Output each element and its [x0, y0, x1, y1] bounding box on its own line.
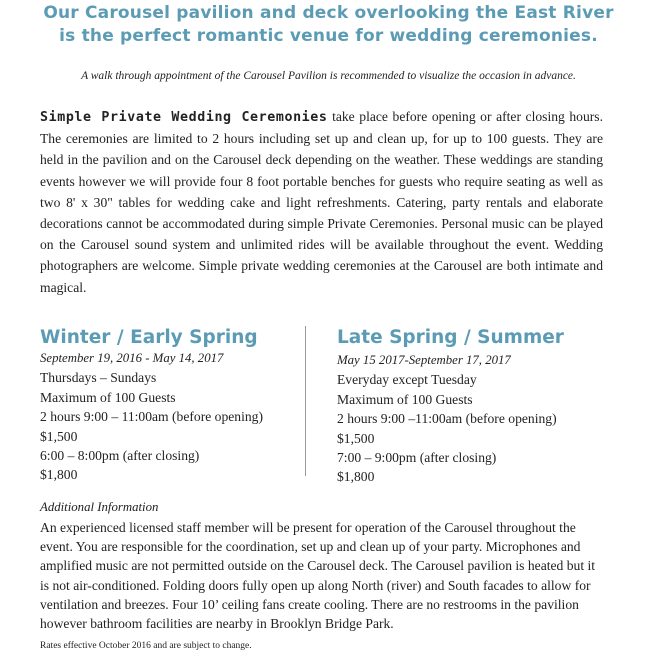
intro-body: take place before opening or after closing hours. The ceremonies are limited to 2 hours including set up and clean up, for up to 100 guests. They are held in the pavilion and on the Carousel deck depending on the weather. These weddings are standing events however we will provide four 8 foot portable benches for guests who require seating as well as two 8' x 30" tables for wedding cake and light refreshments. Catering, party rentals and elaborate decorations cannot be accommodated during simple Private Ceremonies. Personal music can be played on the Carousel sound system and unlimited rides will be available throughout the event. Wedding photographers are welcome. Simple private wedding ceremonies at the Carousel are both intimate and magical.: [40, 109, 603, 295]
winter-evening-price: $1,800: [40, 467, 78, 483]
winter-dates: September 19, 2016 - May 14, 2017: [40, 351, 224, 365]
summer-evening-slot: 7:00 – 9:00pm (after closing): [337, 450, 497, 466]
additional-info-heading: Additional Information: [40, 500, 159, 514]
winter-capacity: Maximum of 100 Guests: [40, 389, 176, 405]
winter-title: Winter / Early Spring: [40, 327, 258, 348]
winter-evening-slot: 6:00 – 8:00pm (after closing): [40, 448, 200, 464]
summer-morning-slot: 2 hours 9:00 –11:00am (before opening): [337, 411, 557, 427]
winter-morning-price: $1,500: [40, 428, 78, 444]
summer-capacity: Maximum of 100 Guests: [337, 391, 473, 407]
column-divider: [305, 326, 306, 476]
winter-details: [40, 349, 263, 485]
headline-line-1: Our Carousel pavilion and deck overlooking the East River: [43, 3, 614, 23]
additional-info-body: An experienced licensed staff member will be present for operation of the Carousel throughout the event. You are responsible for the coordination, set up and clean up of your party. Microphones and amplified music are not permitted outside on the Carousel deck. The Carousel pavilion is heated but it is not air-conditioned. Folding doors fully open up along North (river) and South facades to allow for ventilation and breezes. Four 10’ ceiling fans create cooling. There are no restrooms in the pavilion however bathroom facilities are nearby in Brooklyn Bridge Park.: [40, 520, 596, 632]
intro-paragraph: [40, 106, 603, 298]
headline-line-2: is the perfect romantic venue for wedding ceremonies.: [59, 26, 598, 46]
summer-days: Everyday except Tuesday: [337, 372, 477, 388]
winter-days: Thursdays – Sundays: [40, 370, 157, 386]
winter-morning-slot: 2 hours 9:00 – 11:00am (before opening): [40, 409, 263, 425]
summer-details: [337, 351, 557, 487]
summer-morning-price: $1,500: [337, 430, 375, 446]
summer-dates: May 15 2017-September 17, 2017: [337, 353, 511, 367]
summer-title: Late Spring / Summer: [337, 327, 564, 348]
tagline: A walk through appointment of the Carousel Pavilion is recommended to visualize the occasion in advance.: [81, 70, 576, 82]
rates-footnote: Rates effective October 2016 and are subject to change.: [40, 641, 252, 651]
intro-lead: Simple Private Wedding Ceremonies: [40, 110, 328, 125]
summer-evening-price: $1,800: [337, 469, 375, 485]
